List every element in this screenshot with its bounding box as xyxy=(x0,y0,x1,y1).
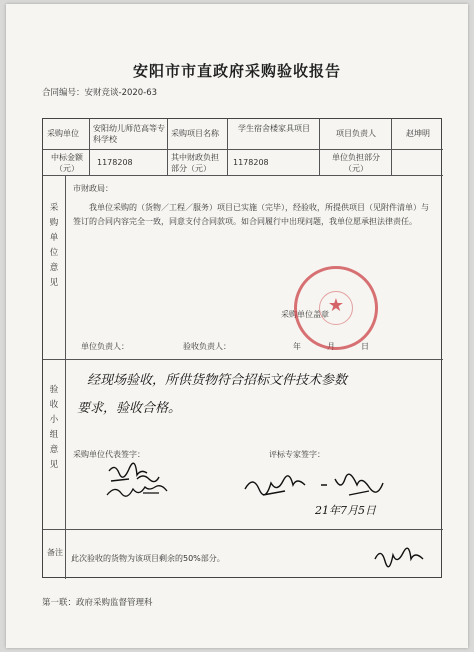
contract-number: 合同编号：安财竞谈-2020-63 xyxy=(42,88,158,98)
representative-signatures xyxy=(103,459,183,507)
opinion-side-label xyxy=(47,201,61,291)
side-char: 意 xyxy=(49,263,59,273)
col-divider xyxy=(227,119,228,175)
side-char: 验 xyxy=(49,385,59,395)
side-char: 收 xyxy=(49,400,59,410)
unit-leader-label: 单位负责人： xyxy=(81,342,129,351)
side-char: 见 xyxy=(49,278,59,288)
acceptance-leader-label: 验收负责人： xyxy=(183,342,231,351)
side-char: 意 xyxy=(49,445,59,455)
row-divider xyxy=(43,359,443,360)
project-leader-label: 项目负责人 xyxy=(336,129,376,138)
notes-signature xyxy=(371,541,431,571)
document-title: 安阳市市直政府采购验收报告 xyxy=(132,62,341,80)
col-divider xyxy=(391,119,392,175)
col-divider xyxy=(319,119,320,175)
col-divider xyxy=(65,175,66,579)
handwritten-opinion-line1: 经现场验收，所供货物符合招标文件技术参数 xyxy=(87,373,348,388)
unit-label: 采购单位 xyxy=(47,129,79,138)
representative-signature-label: 采购单位代表签字： xyxy=(73,450,145,459)
col-divider xyxy=(89,119,90,175)
col-divider xyxy=(167,119,168,175)
document-footer: 第一联：政府采购监督管理科 xyxy=(42,598,153,608)
date-month: 月 xyxy=(327,342,335,351)
unit-value: 安阳幼儿师范高等专科学校 xyxy=(93,124,165,144)
project-name-label: 采购项目名称 xyxy=(171,129,219,138)
unit-share-label: 单位负担部分（元） xyxy=(332,153,380,173)
side-char: 单 xyxy=(49,233,59,243)
side-char: 见 xyxy=(49,460,59,470)
fiscal-share-value: 1178208 xyxy=(233,158,269,167)
seal-star-icon: ★ xyxy=(327,295,345,316)
seal-label: 采购单位盖章 xyxy=(281,310,329,319)
expert-signature-label: 评标专家签字： xyxy=(269,450,325,459)
side-char: 位 xyxy=(49,248,59,258)
handwritten-date: 21年7月5日 xyxy=(315,504,376,517)
handwritten-opinion-line2: 要求，验收合格。 xyxy=(77,401,182,416)
fiscal-share-label: 其中财政负担部分（元） xyxy=(171,153,219,173)
report-table xyxy=(42,118,442,578)
notes-label: 备注 xyxy=(47,548,63,557)
row-divider xyxy=(43,175,443,176)
side-char: 小 xyxy=(49,415,59,425)
bid-amount-value: 1178208 xyxy=(97,158,133,167)
document-page xyxy=(6,4,468,648)
official-seal xyxy=(294,266,378,350)
side-char: 组 xyxy=(49,430,59,440)
project-name-value: 学生宿舍楼家具项目 xyxy=(238,124,310,133)
committee-side-label xyxy=(47,383,61,473)
notes-text: 此次验收的货物为该项目剩余的50%部分。 xyxy=(71,554,225,563)
side-char: 采 xyxy=(49,203,59,213)
expert-signatures xyxy=(239,471,399,507)
bid-amount-label: 中标金额（元） xyxy=(51,153,83,173)
date-year: 年 xyxy=(293,342,301,351)
opinion-body: 我单位采购的（货物／工程／服务）项目已实施（完毕），经验收，所提供项目（见附件清单）与签订的合同内容完全一致，同意支付合同款项。如合同履行中出现问题，我单位愿承担法律责任。 xyxy=(73,203,429,226)
side-char: 购 xyxy=(49,218,59,228)
opinion-addressee: 市财政局： xyxy=(73,184,113,193)
row-divider xyxy=(43,149,443,150)
project-leader-value: 赵坤明 xyxy=(406,129,430,138)
date-day: 日 xyxy=(361,342,369,351)
row-divider xyxy=(43,529,443,530)
